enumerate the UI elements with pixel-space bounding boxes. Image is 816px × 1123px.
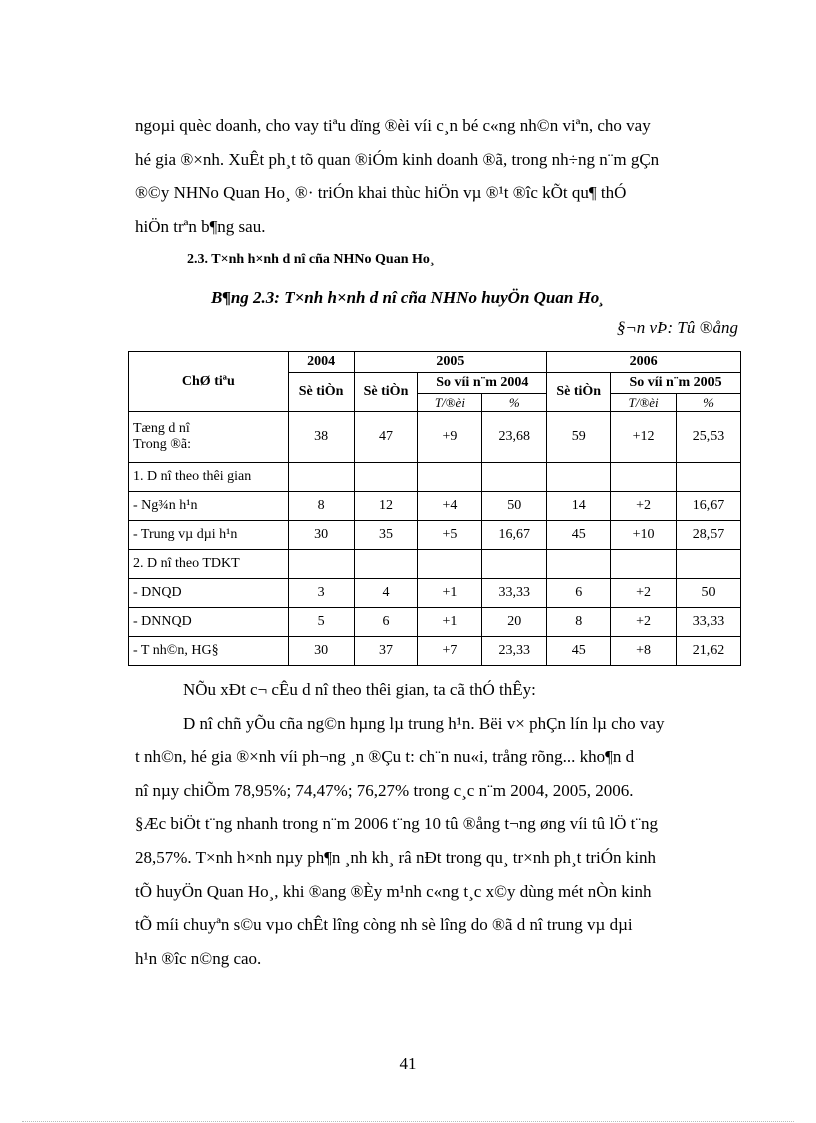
table-row	[129, 412, 741, 463]
intro-paragraph	[135, 109, 739, 243]
cell: 12	[354, 492, 418, 521]
row-label: - DNNQD	[129, 608, 289, 637]
year-header: 2006	[547, 352, 741, 373]
cell	[547, 550, 611, 579]
table-row	[129, 550, 741, 579]
table-row	[129, 521, 741, 550]
intro-line: ®©y NHNo Quan Ho¸ ®· triÓn khai thùc hiÖn vµ ®¹t ®îc kÕt qu¶ thÓ	[135, 183, 627, 203]
cell	[677, 463, 741, 492]
cell: 45	[547, 637, 611, 666]
cell: +4	[418, 492, 482, 521]
cell: 5	[288, 608, 354, 637]
cell	[288, 550, 354, 579]
cell: 25,53	[677, 412, 741, 463]
cell: 30	[288, 637, 354, 666]
cell: 8	[547, 608, 611, 637]
analysis-line: D nî chñ yÕu cña ng©n hµng lµ trung h¹n. Bëi v× phÇn lín lµ cho vay	[183, 713, 665, 733]
cell: 59	[547, 412, 611, 463]
cell	[547, 463, 611, 492]
amount-header: Sè tiÒn	[547, 373, 611, 412]
analysis-line: 28,57%. T×nh h×nh nµy ph¶n ¸nh kh¸ râ nÐt trong qu¸ tr×nh ph¸t triÓn kinh	[135, 847, 656, 867]
section-heading: 2.3. T×nh h×nh d nî cña NHNo Quan Ho¸	[187, 252, 435, 267]
abs-header: T/®èi	[418, 394, 482, 412]
cell: 37	[354, 637, 418, 666]
cell: +7	[418, 637, 482, 666]
cell: +9	[418, 412, 482, 463]
abs-header: T/®èi	[611, 394, 677, 412]
row-label	[129, 412, 289, 463]
table-row	[129, 492, 741, 521]
cell: 14	[547, 492, 611, 521]
row-label: - Ng¾n h¹n	[129, 492, 289, 521]
analysis-line: NÕu xÐt c¬ cÊu d nî theo thêi gian, ta cã thÓ thÊy:	[183, 680, 536, 699]
loan-balance-table	[128, 351, 741, 666]
intro-line: hé gia ®×nh. XuÊt ph¸t tõ quan ®iÓm kinh doanh ®ã, trong nh÷ng n¨m gÇn	[135, 149, 660, 169]
cell	[418, 550, 482, 579]
cell: 33,33	[677, 608, 741, 637]
table-row	[129, 579, 741, 608]
unit-label: §¬n vÞ: Tû ®ång	[616, 318, 738, 337]
cell	[482, 463, 547, 492]
analysis-line: §Æc biÖt t¨ng nhanh trong n¨m 2006 t¨ng 10 tû ®ång t¬ng øng víi tû lÖ t¨ng	[135, 814, 659, 834]
cell	[288, 463, 354, 492]
amount-header: Sè tiÒn	[354, 373, 418, 412]
row-label: - DNQD	[129, 579, 289, 608]
table-title: B¶ng 2.3: T×nh h×nh d nî cña NHNo huyÖn Quan Ho¸	[211, 288, 605, 307]
cell	[482, 550, 547, 579]
page-number: 41	[399, 1054, 417, 1073]
cell: 47	[354, 412, 418, 463]
cell: 35	[354, 521, 418, 550]
year-header: 2004	[288, 352, 354, 373]
cell: 20	[482, 608, 547, 637]
cell: +5	[418, 521, 482, 550]
cell: 45	[547, 521, 611, 550]
row-label: - Trung vµ dµi h¹n	[129, 521, 289, 550]
cell: 30	[288, 521, 354, 550]
cell: 21,62	[677, 637, 741, 666]
cell: 28,57	[677, 521, 741, 550]
intro-line: hiÖn trªn b¶ng sau.	[135, 216, 266, 236]
cell: +1	[418, 608, 482, 637]
table-row	[129, 637, 741, 666]
table-row	[129, 608, 741, 637]
cell: 16,67	[482, 521, 547, 550]
analysis-paragraph	[135, 673, 739, 975]
cell: 23,68	[482, 412, 547, 463]
footer-divider	[22, 1121, 794, 1122]
analysis-line: t nh©n, hé gia ®×nh víi ph¬ng ¸n ®Çu t: ch¨n nu«i, trång rõng... kho¶n d	[135, 747, 635, 767]
pct-header: %	[677, 394, 741, 412]
cell: 23,33	[482, 637, 547, 666]
analysis-line: tÕ míi chuyªn s©u vµo chÊt lîng còng nh sè lîng do ®ã d nî trung vµ dµi	[135, 915, 633, 935]
cell	[418, 463, 482, 492]
cell: +2	[611, 608, 677, 637]
header-row	[129, 352, 741, 373]
amount-header: Sè tiÒn	[288, 373, 354, 412]
analysis-line: h¹n ®îc n©ng cao.	[135, 948, 262, 968]
cell: 16,67	[677, 492, 741, 521]
cell: 33,33	[482, 579, 547, 608]
cell: +2	[611, 579, 677, 608]
cell: +12	[611, 412, 677, 463]
row-label-line: Trong ®ã:	[133, 437, 191, 452]
cell: 50	[677, 579, 741, 608]
compare-header: So víi n¨m 2004	[418, 373, 547, 394]
cell: +1	[418, 579, 482, 608]
compare-header: So víi n¨m 2005	[611, 373, 741, 394]
cell: 4	[354, 579, 418, 608]
analysis-line: nî nµy chiÕm 78,95%; 74,47%; 76,27% trong c¸c n¨m 2004, 2005, 2006.	[135, 780, 634, 800]
table-row	[129, 463, 741, 492]
cell: 3	[288, 579, 354, 608]
cell	[677, 550, 741, 579]
indicator-header: ChØ tiªu	[129, 352, 289, 412]
cell: +10	[611, 521, 677, 550]
row-label: 1. D nî theo thêi gian	[129, 463, 289, 492]
year-header: 2005	[354, 352, 547, 373]
cell: 38	[288, 412, 354, 463]
cell: 8	[288, 492, 354, 521]
row-label: 2. D nî theo TDKT	[129, 550, 289, 579]
cell	[611, 550, 677, 579]
cell	[354, 463, 418, 492]
intro-line: ngoµi quèc doanh, cho vay tiªu dïng ®èi víi c¸n bé c«ng nh©n viªn, cho vay	[135, 116, 651, 135]
cell: 6	[547, 579, 611, 608]
cell	[611, 463, 677, 492]
cell: 50	[482, 492, 547, 521]
cell: +8	[611, 637, 677, 666]
cell: +2	[611, 492, 677, 521]
pct-header: %	[482, 394, 547, 412]
cell	[354, 550, 418, 579]
row-label: - T nh©n, HG§	[129, 637, 289, 666]
cell: 6	[354, 608, 418, 637]
analysis-line: tÕ huyÖn Quan Ho¸, khi ®ang ®Èy m¹nh c«ng t¸c x©y dùng mét nÒn kinh	[135, 881, 652, 901]
row-label-line: Tæng d nî	[133, 421, 190, 436]
